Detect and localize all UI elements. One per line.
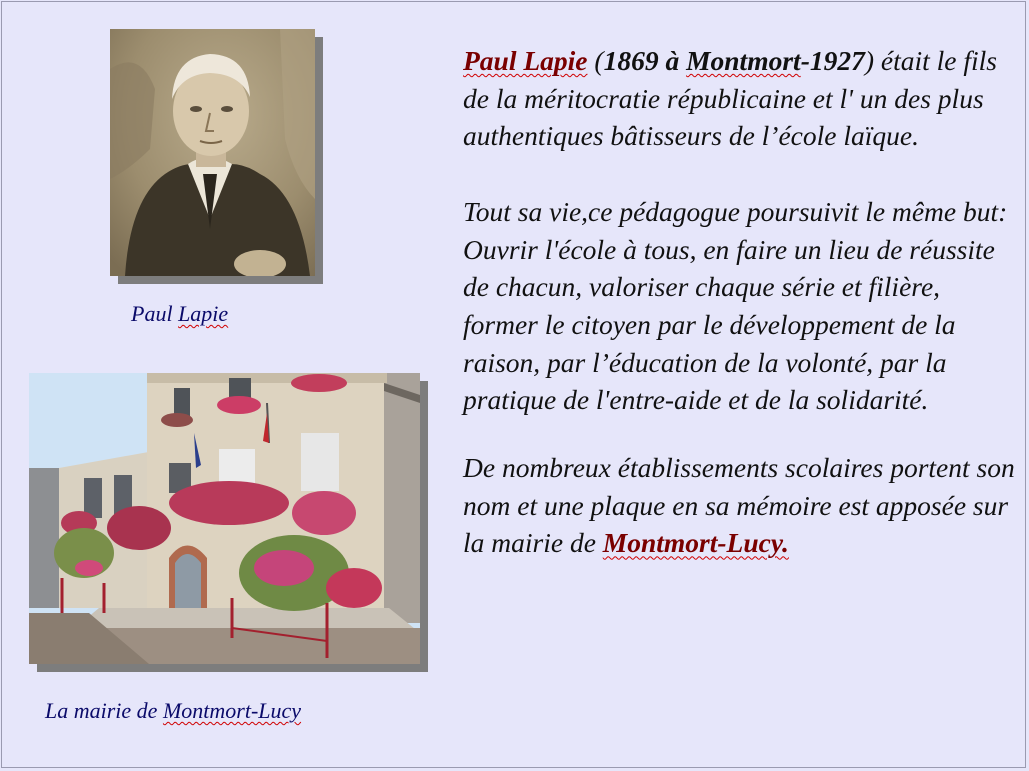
mairie-caption: La mairie de Montmort-Lucy: [45, 698, 302, 723]
biography-text: [463, 42, 1018, 562]
portrait-image: [110, 29, 315, 276]
place-name-link: Montmort-Lucy.: [602, 527, 789, 559]
portrait-photo: [110, 29, 315, 276]
person-name: Paul Lapie: [463, 45, 588, 76]
portrait-photo-container: [110, 29, 315, 276]
paragraph-intro: Paul Lapie (1869 à Montmort-1927) était le fils de la méritocratie républicaine et l' un des plus authentiques bâtisseurs de l’école laïque.: [463, 45, 998, 152]
paragraph-legacy: De nombreux établissements scolaires portent son nom et une plaque en sa mémoire est apposée sur la mairie de Montmort-Lucy.: [463, 452, 1015, 559]
paragraph-goal-detail: Ouvrir l'école à tous, en faire un lieu de réussite de chacun, valoriser chaque série et filière, former le citoyen par le développement de la raison, par l’éducation de la volonté, par la pratique de l'entre-aide et de la solidarité.: [463, 233, 995, 416]
mairie-photo-container: [29, 373, 420, 664]
mairie-photo: [29, 373, 420, 664]
paragraph-goal-intro: Tout sa vie,ce pédagogue poursuivit le même but:: [463, 195, 1008, 227]
portrait-caption: Paul Lapie: [131, 301, 229, 326]
mairie-image: [29, 373, 420, 664]
